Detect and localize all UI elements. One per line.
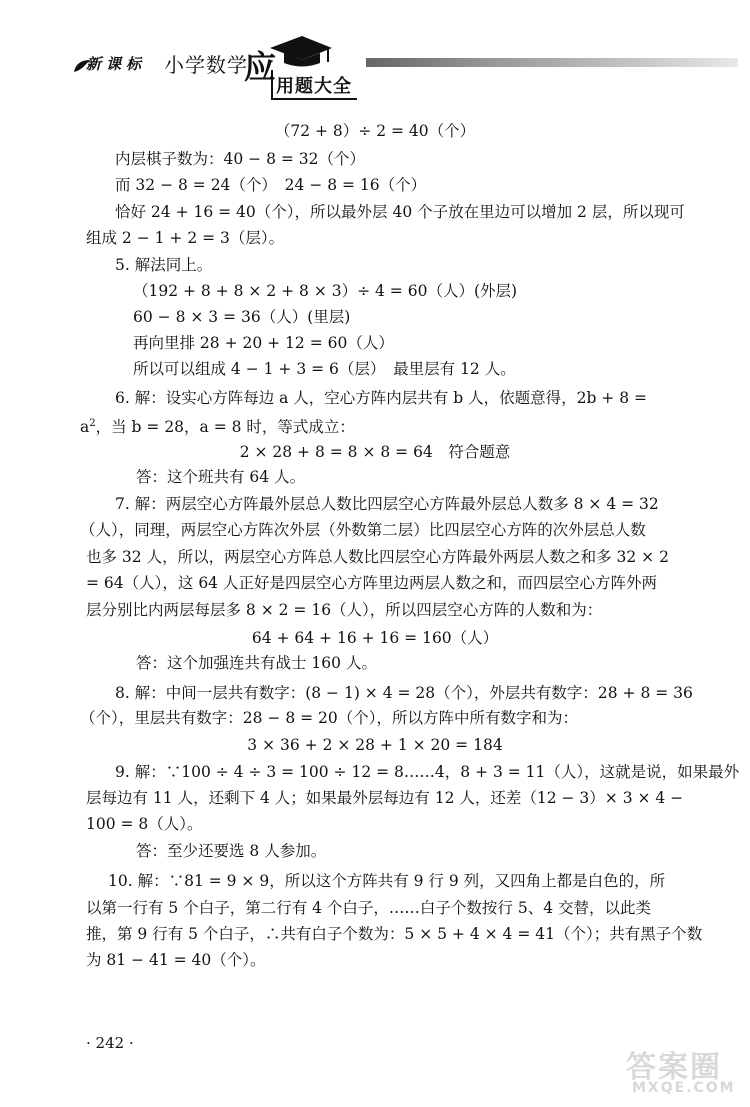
text-line: 3 × 36 + 2 × 28 + 1 × 20 = 184 [247, 736, 503, 754]
text-line: 层每边有 11 人，还剩下 4 人；如果最外层每边有 12 人，还差（12 − 3）× 3 × 4 − [86, 789, 684, 807]
text-line: 10. 解：∵81 = 9 × 9，所以这个方阵共有 9 行 9 列，又四角上都是白色的，所 [108, 872, 666, 890]
text-line-rest: ，当 b = 28，a = 8 时，等式成立： [95, 418, 355, 437]
text-line: 5. 解法同上。 [115, 256, 213, 274]
text-line: 而 32 − 8 = 24（个） 24 − 8 = 16（个） [115, 176, 427, 194]
text-line: 为 81 − 41 = 40（个）。 [86, 951, 266, 969]
variable-a: a [80, 418, 90, 437]
text-line: （72 + 8）÷ 2 = 40（个） [274, 122, 476, 140]
header-gradient-bar [366, 58, 738, 67]
text-line: 答：这个班共有 64 人。 [136, 468, 306, 486]
text-line: 100 = 8（人）。 [86, 815, 203, 833]
text-line: 60 − 8 × 3 = 36（人）(里层) [133, 308, 351, 326]
text-line: 答：至少还要选 8 人参加。 [136, 842, 327, 860]
text-line: 2 × 28 + 8 = 8 × 8 = 64 符合题意 [239, 443, 511, 461]
page-header [0, 0, 750, 120]
text-line: 以第一行有 5 个白子，第二行有 4 个白子，……白子个数按行 5、4 交替，以此类 [86, 899, 652, 917]
text-line: 内层棋子数为：40 − 8 = 32（个） [115, 150, 365, 168]
text-line: 推，第 9 行有 5 个白子，∴共有白子个数为：5 × 5 + 4 × 4 = 41（个）；共有黑子个数 [86, 925, 703, 943]
page-number: · 242 · [86, 1034, 134, 1052]
book-subject: 小学数学 [164, 53, 248, 77]
watermark-logo [618, 1040, 743, 1102]
text-line: （人），同理，两层空心方阵次外层（外数第二层）比四层空心方阵的次外层总人数 [80, 521, 646, 539]
text-line: 再向里排 28 + 20 + 12 = 60（人） [133, 334, 394, 352]
text-line: 也多 32 人，所以，两层空心方阵总人数比四层空心方阵最外两层人数之和多 32 × 2 [86, 548, 669, 566]
watermark-url: MXQE.COM [632, 1080, 736, 1096]
text-line: 层分别比内两层每层多 8 × 2 = 16（人），所以四层空心方阵的人数和为： [86, 601, 603, 619]
text-line: 9. 解：∵100 ÷ 4 ÷ 3 = 100 ÷ 12 = 8……4，8 + 3 = 11（人），这就是说，如果最外 [115, 763, 740, 781]
text-line: 6. 解：设实心方阵每边 a 人，空心方阵内层共有 b 人，依题意得，2b + 8 = [115, 389, 647, 407]
text-line: 答：这个加强连共有战士 160 人。 [136, 654, 377, 672]
text-line [80, 414, 355, 437]
text-line: （192 + 8 + 8 × 2 + 8 × 3）÷ 4 = 60（人）(外层) [133, 282, 518, 300]
book-title-initial: 应 [244, 48, 277, 86]
exponent: 2 [89, 418, 96, 429]
series-name: 新课标 [86, 55, 147, 73]
text-line: 7. 解：两层空心方阵最外层总人数比四层空心方阵最外层总人数多 8 × 4 = 32 [115, 495, 659, 513]
text-line: 所以可以组成 4 − 1 + 3 = 6（层） 最里层有 12 人。 [133, 360, 516, 378]
text-line: 8. 解：中间一层共有数字：(8 − 1) × 4 = 28（个），外层共有数字：28 + 8 = 36 [115, 684, 693, 702]
graduation-cap-icon [268, 34, 334, 68]
text-line: （个），里层共有数字：28 − 8 = 20（个），所以方阵中所有数字和为： [80, 709, 578, 727]
text-line: 恰好 24 + 16 = 40（个），所以最外层 40 个子放在里边可以增加 2 层，所以现可 [115, 203, 685, 221]
book-title-rest: 用题大全 [276, 76, 352, 97]
watermark-text: 答案圈 [626, 1050, 722, 1085]
text-line: = 64（人），这 64 人正好是四层空心方阵里边两层人数之和，而四层空心方阵外两 [86, 574, 657, 592]
text-line: 组成 2 − 1 + 2 = 3（层）。 [86, 229, 285, 247]
text-line: 64 + 64 + 16 + 16 = 160（人） [251, 629, 499, 647]
